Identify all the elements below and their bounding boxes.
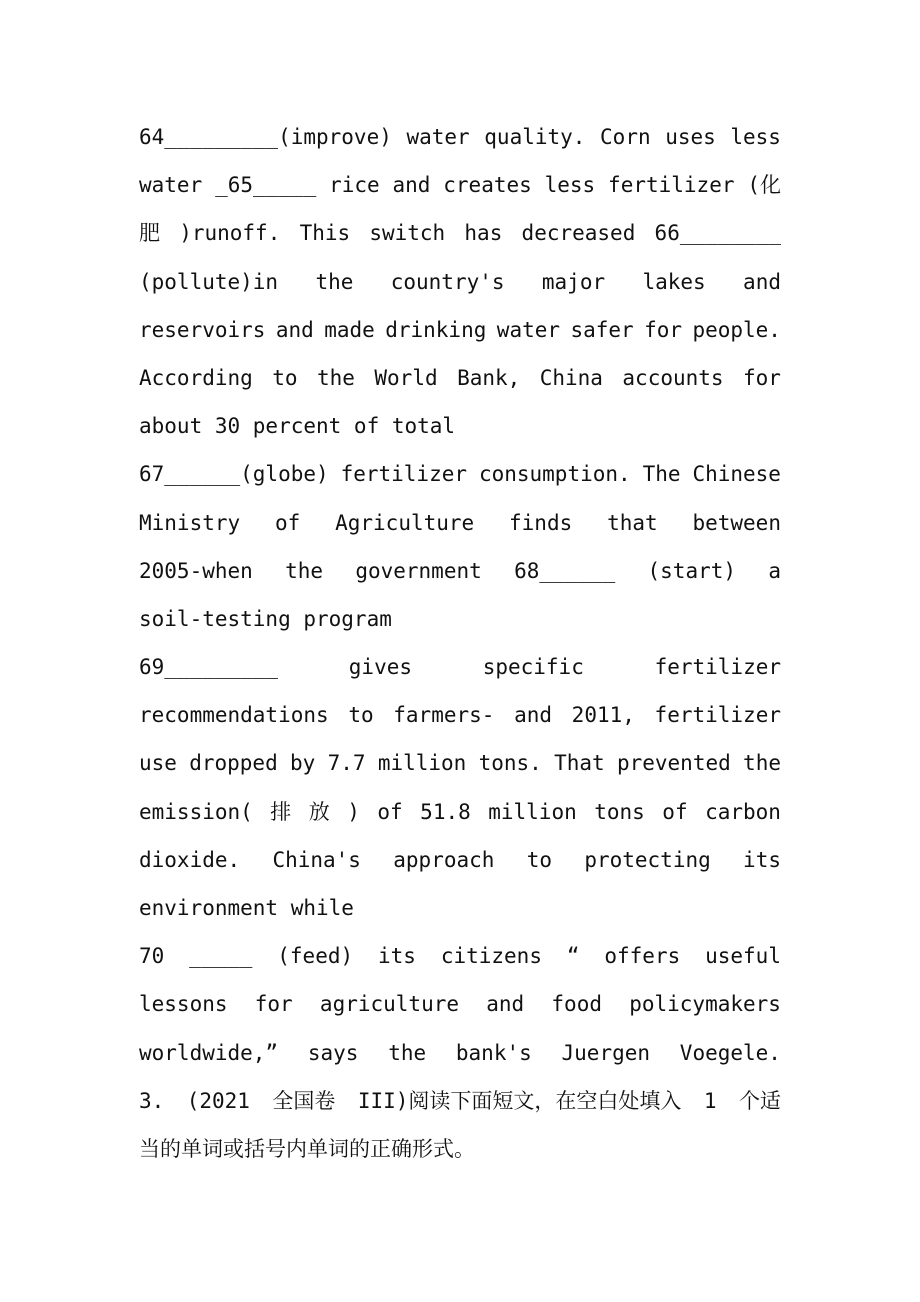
text-word: specific [482,655,584,680]
text-word: says [307,1040,359,1065]
text-word: 69_________ [139,655,279,680]
text-word: for [743,365,781,390]
text-word: approach [393,847,495,872]
text-word: offers [604,944,681,969]
text-word: “ [566,944,580,969]
text-word: III)阅读下面短文，在空白处填入 [357,1088,682,1113]
text-word: about 30 percent of total [139,414,456,439]
text-word: worldwide,” [139,1040,279,1065]
text-word: 7.7 [327,751,366,776]
text-line [139,450,781,498]
text-word: that [607,510,658,535]
text-word: water [406,125,470,149]
text-word: drinking [385,317,487,342]
text-word: (pollute)in [139,269,279,294]
text-word: water [139,173,203,198]
text-word: protecting [584,847,711,872]
text-line [139,547,781,595]
text-word: made [324,317,375,342]
text-word: food [551,992,602,1017]
text-word: fertilizer [340,462,468,487]
text-word: the [743,751,781,776]
text-word: )runoff. [179,221,281,246]
text-line [139,980,781,1028]
text-word: tons. [478,751,542,776]
text-word: World [374,365,438,390]
text-word: for [254,992,293,1017]
text-word: for [644,317,683,342]
text-line [139,161,781,209]
text-word: major [541,269,606,294]
text-word: prevented [616,751,731,776]
text-word: 个适 [738,1088,781,1113]
text-word: uses [665,125,716,149]
text-word: 全国卷 [272,1088,336,1113]
text-line [139,1077,781,1125]
text-word: dioxide. [139,847,241,872]
text-word: 排 [270,799,292,824]
text-line [139,402,781,450]
text-word: _65_____ [215,173,317,198]
text-word: Agriculture [335,510,475,535]
text-word: and [392,173,431,198]
text-word: tons [594,799,645,824]
text-line [139,691,781,739]
text-line [139,932,781,980]
text-word: 51.8 [420,799,471,824]
text-word: the [285,558,324,583]
text-word: 肥 [139,221,160,246]
text-word: of [377,799,403,824]
text-word: has [464,221,503,246]
text-word: decreased [521,221,636,246]
text-word: According [139,365,253,390]
text-word: to [272,365,298,390]
text-word: by [290,751,316,776]
text-line [139,643,781,691]
text-word: lakes [642,269,706,294]
text-word: quality. [484,125,586,149]
text-word: accounts [622,365,724,390]
text-word: (start) [647,558,737,583]
text-word: the [317,365,355,390]
text-word: use [139,751,177,776]
passage-text [139,113,781,1173]
text-word: creates [443,173,532,198]
text-word: bank's [455,1040,532,1065]
text-word: and [486,992,525,1017]
text-word: (2021 [186,1088,250,1113]
text-word: 放 [308,799,330,824]
text-word: farmers- [393,703,495,728]
text-word: 70 [139,944,165,969]
text-word: safer [570,317,634,342]
text-word: Voegele. [679,1040,781,1065]
text-word: between [692,510,781,535]
text-line [139,499,781,547]
text-word: government [355,558,482,583]
text-word: 当的单词或括号内单词的正确形式。 [139,1136,475,1161]
text-word: to [348,703,374,728]
text-word: Bank, [457,365,521,390]
text-word: water [496,317,561,342]
text-word: less [544,173,596,198]
text-line [139,1029,781,1077]
text-word: emission( [139,799,253,824]
text-word: This [299,221,351,246]
text-word: 68______ [514,558,616,583]
text-word: finds [509,510,573,535]
text-word: million [488,799,577,824]
text-word: policymakers [629,992,781,1017]
text-word: Corn [600,125,651,149]
text-word: the [388,1040,427,1065]
text-word: Ministry [139,510,241,535]
text-line [139,354,781,402]
text-word: and [275,317,314,342]
text-word: less [730,125,781,149]
text-word: million [377,751,467,776]
text-word: ) [347,799,360,824]
text-word: China [539,365,603,390]
text-word: switch [369,221,446,246]
text-word: fertilizer [654,655,781,680]
text-line [139,258,781,306]
text-word: useful [705,944,781,969]
text-line [139,739,781,787]
text-word: of [274,510,301,535]
text-word: gives [348,655,412,680]
text-word: rice [329,173,380,198]
text-line [139,836,781,884]
text-word: 64_________(improve) [139,125,392,149]
text-word: and [514,703,553,728]
text-word: agriculture [319,992,459,1017]
text-word: environment while [139,896,354,920]
text-word: 67______(globe) [139,462,329,487]
text-word: _____ [189,944,253,969]
text-word: consumption. [478,462,631,487]
text-line [139,209,781,257]
text-word: to [526,847,553,872]
text-word: the [315,269,354,294]
text-word: fertilizer [654,703,781,728]
text-word: (feed) [277,944,354,969]
text-word: recommendations [139,703,329,728]
text-word: a [768,558,781,583]
text-word: fertilizer [608,173,735,198]
text-word: lessons [139,992,228,1017]
text-word: Juergen [561,1040,651,1065]
text-word: citizens [440,944,542,969]
text-word: country's [390,269,505,294]
text-line [139,1125,781,1173]
text-word: its [743,847,781,872]
text-word: dropped [189,751,278,776]
text-line [139,595,781,643]
text-line [139,306,781,354]
text-word: The [642,462,681,487]
text-word: carbon [705,799,781,824]
text-line [139,788,781,836]
text-word: of [662,799,688,824]
text-word: Chinese [692,462,781,487]
text-word: reservoirs [139,317,266,342]
text-word: its [378,944,416,969]
text-word: people. [692,317,781,342]
text-line [139,113,781,161]
text-word: and [743,269,781,294]
text-word: 2011, [571,703,635,728]
text-line [139,884,781,932]
text-word: 66________ [654,221,781,246]
text-word: 3. [139,1088,165,1113]
text-word: 1 [703,1088,717,1113]
text-word: 2005-when [139,558,253,583]
text-word: (化 [747,173,781,198]
text-word: soil-testing program [139,606,392,631]
text-word: China's [272,847,361,872]
text-word: That [554,751,605,776]
